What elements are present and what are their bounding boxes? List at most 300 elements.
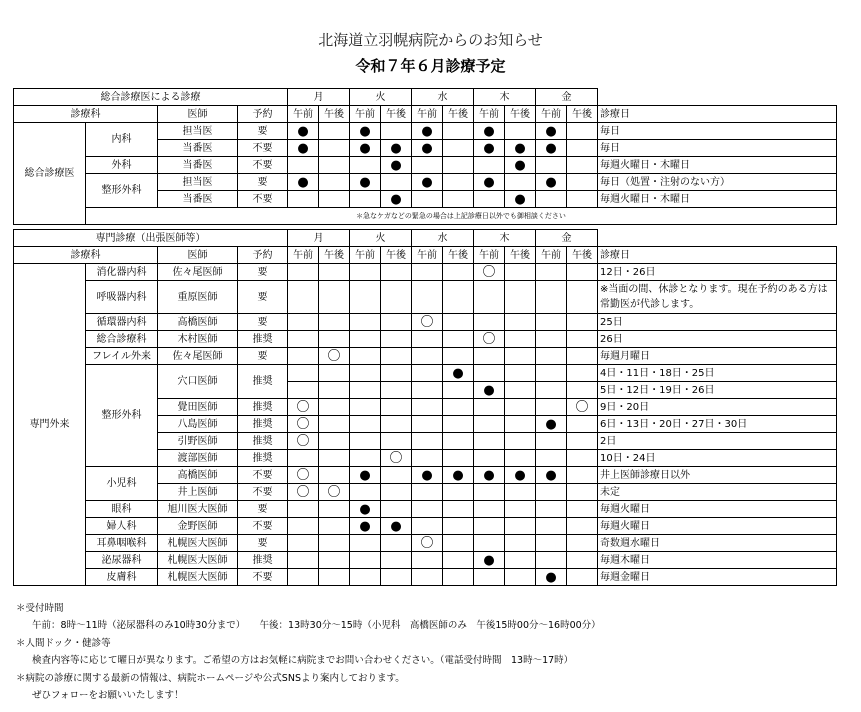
appt-cell: 要 (238, 264, 288, 281)
slot-cell (412, 569, 443, 586)
slot-cell (443, 416, 474, 433)
slot-cell (505, 348, 536, 365)
slot-cell (536, 501, 567, 518)
specialist-day-header: 月 (288, 230, 350, 247)
slot-cell (381, 123, 412, 140)
doctor-cell: 渡部医師 (158, 450, 238, 467)
slot-cell (350, 281, 381, 314)
doctor-cell: 担当医 (158, 174, 238, 191)
specialist-heading: 専門診療（出張医師等） (14, 230, 288, 247)
slot-cell (567, 365, 598, 382)
slot-cell: ● (474, 174, 505, 191)
slot-cell: 〇 (412, 535, 443, 552)
dept-cell: 整形外科 (86, 365, 158, 467)
appt-cell: 要 (238, 535, 288, 552)
slot-cell (474, 281, 505, 314)
slot-cell: ● (350, 174, 381, 191)
slot-cell (474, 157, 505, 174)
slot-cell (350, 264, 381, 281)
footer-reception-heading: ＊受付時間 (16, 603, 64, 614)
slot-cell (474, 191, 505, 208)
slot-cell (319, 140, 350, 157)
doctor-cell: 当番医 (158, 157, 238, 174)
slot-cell (536, 281, 567, 314)
doctor-cell: 佐々尾医師 (158, 348, 238, 365)
appt-cell: 不要 (238, 157, 288, 174)
schedule-days-cell: 未定 (598, 484, 837, 501)
slot-cell (381, 348, 412, 365)
specialist-col-pm: 午後 (319, 247, 350, 264)
slot-cell: ● (536, 467, 567, 484)
slot-cell (474, 416, 505, 433)
slot-cell: 〇 (319, 348, 350, 365)
slot-cell (350, 484, 381, 501)
slot-cell (319, 331, 350, 348)
slot-cell (288, 331, 319, 348)
slot-cell (536, 535, 567, 552)
slot-cell (505, 416, 536, 433)
slot-cell (412, 382, 443, 399)
appt-cell: 不要 (238, 569, 288, 586)
dept-cell: 消化器内科 (86, 264, 158, 281)
general-schedule-table (13, 88, 837, 225)
slot-cell (350, 416, 381, 433)
slot-cell (350, 331, 381, 348)
schedule-days-cell: 井上医師診療日以外 (598, 467, 837, 484)
slot-cell (567, 314, 598, 331)
slot-cell (319, 569, 350, 586)
appt-cell: 推奨 (238, 399, 288, 416)
slot-cell (505, 281, 536, 314)
slot-cell: ● (381, 157, 412, 174)
general-day-header: 水 (412, 89, 474, 106)
general-emergency-note: ＊急なケガなどの緊急の場合は上記診療日以外でも御相談ください (86, 208, 837, 225)
schedule-days-cell: 毎週火曜日 (598, 518, 837, 535)
appt-cell: 推奨 (238, 416, 288, 433)
slot-cell (319, 365, 350, 382)
footer-reception-hours: 午前：8時～11時（泌尿器科のみ10時30分まで） 午後：13時30分～15時（小児科 高橋医師のみ 午後15時00分～16時00分） (32, 620, 601, 632)
slot-cell: 〇 (288, 416, 319, 433)
slot-cell (536, 484, 567, 501)
slot-cell (381, 314, 412, 331)
slot-cell: ● (381, 140, 412, 157)
slot-cell (381, 365, 412, 382)
dept-cell: 泌尿器科 (86, 552, 158, 569)
slot-cell (319, 518, 350, 535)
slot-cell (505, 569, 536, 586)
slot-cell (350, 450, 381, 467)
schedule-days-cell: 毎日 (598, 140, 837, 157)
slot-cell (505, 123, 536, 140)
slot-cell (505, 264, 536, 281)
doctor-cell: 井上医師 (158, 484, 238, 501)
slot-cell (443, 450, 474, 467)
slot-cell: ● (474, 467, 505, 484)
slot-cell: 〇 (288, 484, 319, 501)
slot-cell (319, 123, 350, 140)
slot-cell (412, 191, 443, 208)
slot-cell (567, 450, 598, 467)
slot-cell (350, 399, 381, 416)
schedule-days-cell: 6日・13日・20日・27日・30日 (598, 416, 837, 433)
general-col-doctor: 医師 (158, 106, 238, 123)
general-group-label: 総合診療医 (14, 123, 86, 225)
slot-cell: ● (412, 467, 443, 484)
schedule-days-cell: 毎週火曜日・木曜日 (598, 191, 837, 208)
schedule-days-cell: 毎週火曜日・木曜日 (598, 157, 837, 174)
footer-notes (16, 600, 601, 704)
slot-cell (443, 281, 474, 314)
slot-cell (288, 191, 319, 208)
slot-cell: 〇 (319, 484, 350, 501)
slot-cell: ● (288, 174, 319, 191)
doctor-cell: 覺田医師 (158, 399, 238, 416)
slot-cell (505, 501, 536, 518)
schedule-days-cell: ※当面の間、休診となります。現在予約のある方は常勤医が代診します。 (598, 281, 837, 314)
footer-follow-request: ぜひフォローをお願いいたします！ (32, 690, 184, 702)
general-col-pm: 午後 (443, 106, 474, 123)
slot-cell (319, 467, 350, 484)
schedule-days-cell: 毎週木曜日 (598, 552, 837, 569)
slot-cell: ● (505, 191, 536, 208)
doctor-cell: 当番医 (158, 191, 238, 208)
slot-cell (381, 399, 412, 416)
appt-cell: 不要 (238, 140, 288, 157)
dept-cell: 婦人科 (86, 518, 158, 535)
slot-cell (443, 140, 474, 157)
dept-cell: 耳鼻咽喉科 (86, 535, 158, 552)
specialist-day-header: 水 (412, 230, 474, 247)
slot-cell (319, 535, 350, 552)
general-col-dept: 診療科 (14, 106, 158, 123)
slot-cell (350, 191, 381, 208)
slot-cell (567, 348, 598, 365)
slot-cell (319, 433, 350, 450)
specialist-col-am: 午前 (536, 247, 567, 264)
slot-cell: ● (381, 191, 412, 208)
general-col-pm: 午後 (319, 106, 350, 123)
appt-cell: 不要 (238, 484, 288, 501)
slot-cell (381, 433, 412, 450)
slot-cell (505, 518, 536, 535)
slot-cell (319, 416, 350, 433)
slot-cell (412, 552, 443, 569)
appt-cell: 要 (238, 123, 288, 140)
slot-cell (536, 552, 567, 569)
schedule-days-cell: 奇数週水曜日 (598, 535, 837, 552)
slot-cell: ● (474, 123, 505, 140)
slot-cell (443, 314, 474, 331)
slot-cell (381, 174, 412, 191)
specialist-group-label: 専門外来 (14, 264, 86, 586)
specialist-col-dept: 診療科 (14, 247, 158, 264)
schedule-days-cell: 毎週火曜日 (598, 501, 837, 518)
appt-cell: 推奨 (238, 433, 288, 450)
slot-cell: ● (536, 140, 567, 157)
slot-cell (412, 518, 443, 535)
slot-cell (505, 433, 536, 450)
general-col-am: 午前 (474, 106, 505, 123)
footer-checkup-text: 検査内容等に応じて曜日が異なります。ご希望の方はお気軽に病院までお問い合わせください。（電話受付時間 13時～17時） (32, 655, 574, 667)
slot-cell (443, 191, 474, 208)
slot-cell (319, 450, 350, 467)
slot-cell: 〇 (474, 264, 505, 281)
appt-cell: 要 (238, 314, 288, 331)
slot-cell (319, 399, 350, 416)
slot-cell (381, 501, 412, 518)
slot-cell (381, 416, 412, 433)
doctor-cell: 担当医 (158, 123, 238, 140)
slot-cell (474, 399, 505, 416)
specialist-col-am: 午前 (350, 247, 381, 264)
slot-cell (412, 365, 443, 382)
slot-cell (474, 569, 505, 586)
schedule-days-cell: 12日・26日 (598, 264, 837, 281)
schedule-days-cell: 9日・20日 (598, 399, 837, 416)
doctor-cell: 高橋医師 (158, 467, 238, 484)
schedule-days-cell: 10日・24日 (598, 450, 837, 467)
slot-cell: ● (474, 552, 505, 569)
general-col-am: 午前 (412, 106, 443, 123)
slot-cell (567, 140, 598, 157)
general-day-header: 月 (288, 89, 350, 106)
slot-cell (536, 331, 567, 348)
slot-cell (319, 157, 350, 174)
slot-cell (381, 569, 412, 586)
specialist-col-am: 午前 (412, 247, 443, 264)
schedule-days-cell: 毎日 (598, 123, 837, 140)
slot-cell (474, 314, 505, 331)
dept-cell: 内科 (86, 123, 158, 157)
appt-cell: 要 (238, 501, 288, 518)
slot-cell: ● (350, 501, 381, 518)
slot-cell (412, 348, 443, 365)
appt-cell: 不要 (238, 518, 288, 535)
slot-cell (350, 365, 381, 382)
slot-cell: ● (536, 569, 567, 586)
specialist-col-pm: 午後 (443, 247, 474, 264)
slot-cell: ● (536, 416, 567, 433)
slot-cell (381, 467, 412, 484)
slot-cell (350, 552, 381, 569)
doctor-cell: 金野医師 (158, 518, 238, 535)
slot-cell: ● (412, 123, 443, 140)
slot-cell (474, 501, 505, 518)
slot-cell (288, 450, 319, 467)
slot-cell (536, 399, 567, 416)
slot-cell: ● (412, 140, 443, 157)
slot-cell (567, 331, 598, 348)
slot-cell: 〇 (381, 450, 412, 467)
slot-cell (443, 518, 474, 535)
slot-cell (288, 535, 319, 552)
slot-cell (536, 450, 567, 467)
specialist-blank-header (598, 230, 837, 247)
general-col-pm: 午後 (505, 106, 536, 123)
slot-cell (536, 348, 567, 365)
appt-cell: 推奨 (238, 331, 288, 348)
slot-cell: ● (288, 140, 319, 157)
slot-cell (288, 264, 319, 281)
slot-cell (443, 501, 474, 518)
dept-cell: 外科 (86, 157, 158, 174)
slot-cell (288, 501, 319, 518)
specialist-col-schedule: 診療日 (598, 247, 837, 264)
slot-cell: ● (474, 140, 505, 157)
dept-cell: フレイル外来 (86, 348, 158, 365)
slot-cell (474, 433, 505, 450)
schedule-days-cell: 2日 (598, 433, 837, 450)
slot-cell (350, 535, 381, 552)
slot-cell (567, 264, 598, 281)
schedule-days-cell: 26日 (598, 331, 837, 348)
slot-cell (505, 174, 536, 191)
footer-info-notice: ＊病院の診療に関する最新の情報は、病院ホームページや公式SNSより案内しております。 (16, 672, 405, 684)
doctor-cell: 高橋医師 (158, 314, 238, 331)
dept-cell: 呼吸器内科 (86, 281, 158, 314)
slot-cell (567, 518, 598, 535)
general-col-appt: 予約 (238, 106, 288, 123)
slot-cell (505, 450, 536, 467)
slot-cell (536, 191, 567, 208)
slot-cell (536, 314, 567, 331)
doctor-cell: 札幌医大医師 (158, 552, 238, 569)
slot-cell (412, 281, 443, 314)
slot-cell: ● (443, 365, 474, 382)
slot-cell (505, 331, 536, 348)
slot-cell (443, 157, 474, 174)
general-blank-header (598, 89, 837, 106)
doctor-cell: 引野医師 (158, 433, 238, 450)
specialist-day-header: 金 (536, 230, 598, 247)
slot-cell (443, 399, 474, 416)
schedule-days-cell: 毎週月曜日 (598, 348, 837, 365)
slot-cell (288, 281, 319, 314)
slot-cell (505, 365, 536, 382)
general-day-header: 金 (536, 89, 598, 106)
slot-cell (567, 501, 598, 518)
slot-cell (350, 433, 381, 450)
slot-cell (567, 535, 598, 552)
doctor-cell: 重原医師 (158, 281, 238, 314)
slot-cell (443, 552, 474, 569)
slot-cell (412, 433, 443, 450)
dept-cell: 総合診療科 (86, 331, 158, 348)
appt-cell: 要 (238, 281, 288, 314)
slot-cell (319, 382, 350, 399)
slot-cell: 〇 (288, 433, 319, 450)
slot-cell (412, 264, 443, 281)
slot-cell: ● (536, 174, 567, 191)
slot-cell (443, 331, 474, 348)
slot-cell (505, 399, 536, 416)
slot-cell (536, 382, 567, 399)
slot-cell (381, 331, 412, 348)
slot-cell (412, 416, 443, 433)
slot-cell (443, 348, 474, 365)
appt-cell: 不要 (238, 191, 288, 208)
general-day-header: 木 (474, 89, 536, 106)
slot-cell (381, 382, 412, 399)
schedule-title: 令和７年６月診療予定 (355, 57, 506, 75)
general-col-pm: 午後 (567, 106, 598, 123)
general-col-schedule: 診療日 (598, 106, 837, 123)
slot-cell (319, 501, 350, 518)
slot-cell (567, 552, 598, 569)
appt-cell: 要 (238, 174, 288, 191)
doctor-cell: 旭川医大医師 (158, 501, 238, 518)
appt-cell: 推奨 (238, 365, 288, 399)
slot-cell (381, 264, 412, 281)
slot-cell (319, 552, 350, 569)
slot-cell (474, 535, 505, 552)
specialist-day-header: 火 (350, 230, 412, 247)
slot-cell: ● (505, 467, 536, 484)
slot-cell (350, 569, 381, 586)
doctor-cell: 八島医師 (158, 416, 238, 433)
schedule-days-cell: 5日・12日・19日・26日 (598, 382, 837, 399)
slot-cell (505, 552, 536, 569)
slot-cell (319, 281, 350, 314)
general-col-am: 午前 (288, 106, 319, 123)
slot-cell: ● (505, 157, 536, 174)
slot-cell (288, 552, 319, 569)
slot-cell (474, 365, 505, 382)
slot-cell (567, 569, 598, 586)
slot-cell (443, 433, 474, 450)
slot-cell (536, 157, 567, 174)
dept-cell: 皮膚科 (86, 569, 158, 586)
slot-cell (288, 569, 319, 586)
slot-cell (443, 123, 474, 140)
slot-cell: ● (443, 467, 474, 484)
slot-cell (319, 174, 350, 191)
general-col-pm: 午後 (381, 106, 412, 123)
appt-cell: 推奨 (238, 552, 288, 569)
slot-cell (412, 157, 443, 174)
slot-cell: 〇 (288, 399, 319, 416)
slot-cell (567, 433, 598, 450)
slot-cell (567, 416, 598, 433)
notice-title: 北海道立羽幌病院からのお知らせ (318, 31, 543, 49)
slot-cell (567, 467, 598, 484)
schedule-days-cell: 毎週金曜日 (598, 569, 837, 586)
slot-cell (412, 501, 443, 518)
slot-cell (412, 450, 443, 467)
slot-cell (536, 365, 567, 382)
slot-cell: ● (288, 123, 319, 140)
dept-cell: 循環器内科 (86, 314, 158, 331)
slot-cell: ● (474, 382, 505, 399)
schedule-days-cell: 毎日（処置・注射のない方） (598, 174, 837, 191)
slot-cell (381, 552, 412, 569)
schedule-days-cell: 4日・11日・18日・25日 (598, 365, 837, 382)
slot-cell (288, 348, 319, 365)
slot-cell (567, 382, 598, 399)
specialist-col-am: 午前 (474, 247, 505, 264)
slot-cell (567, 281, 598, 314)
slot-cell (505, 535, 536, 552)
slot-cell (319, 314, 350, 331)
appt-cell: 要 (238, 348, 288, 365)
appt-cell: 推奨 (238, 450, 288, 467)
slot-cell (412, 484, 443, 501)
slot-cell: 〇 (412, 314, 443, 331)
specialist-col-pm: 午後 (381, 247, 412, 264)
slot-cell: ● (381, 518, 412, 535)
dept-cell: 整形外科 (86, 174, 158, 208)
footer-checkup-heading: ＊人間ドック・健診等 (16, 637, 111, 649)
